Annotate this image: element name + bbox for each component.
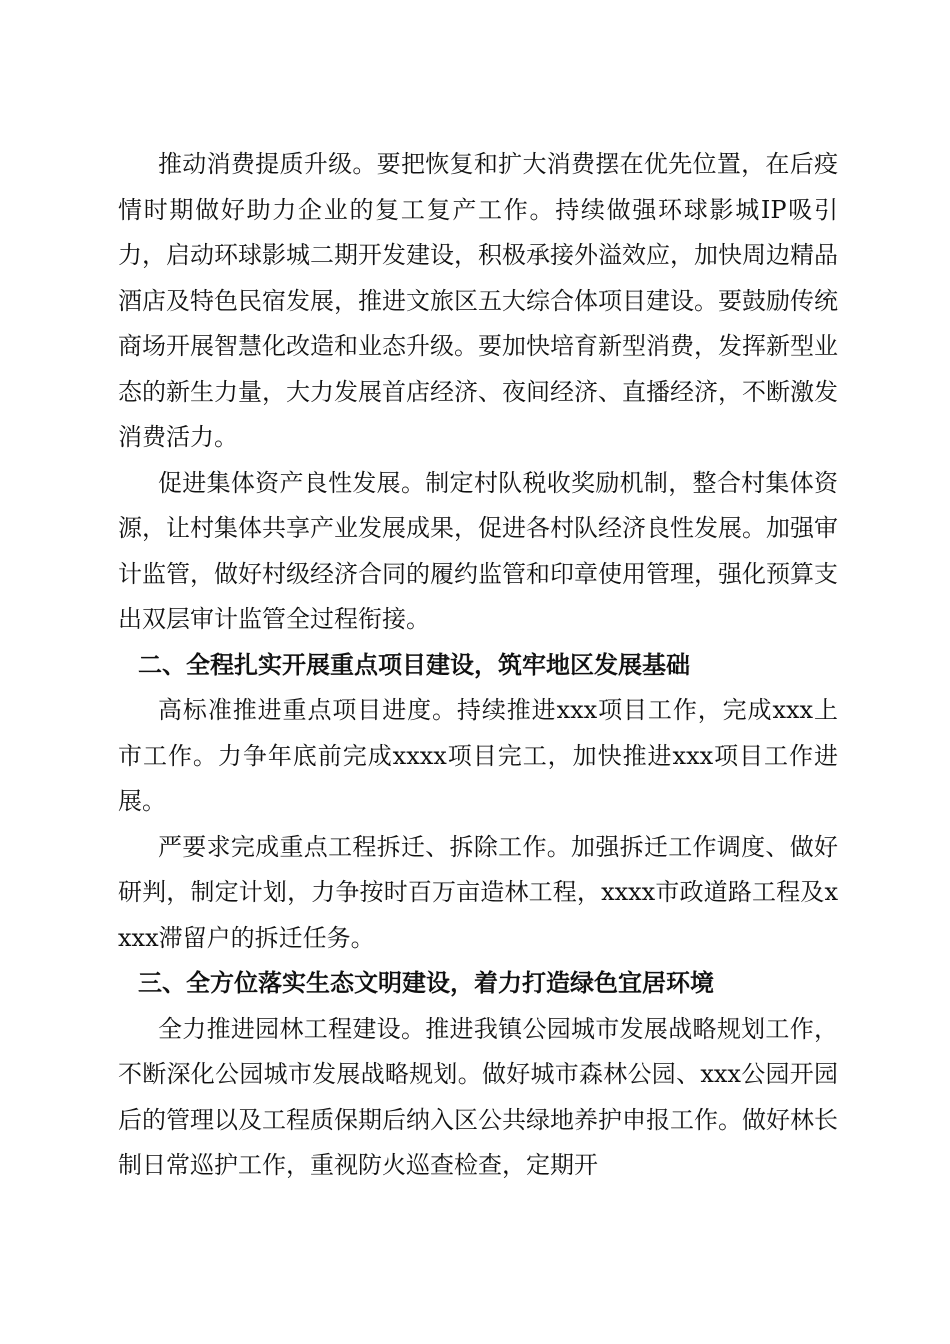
paragraph-garden-projects: 全力推进园林工程建设。推进我镇公园城市发展战略规划工作，不断深化公园城市发展战略规划。做好城市森林公园、xxx公园开园后的管理以及工程质保期后纳入区公共绿地养护申报工作。做好林长制日常巡护工作，重视防火巡查检查，定期开: [118, 1014, 838, 1179]
paragraph-collective-assets: 促进集体资产良性发展。制定村队税收奖励机制，整合村集体资源，让村集体共享产业发展成果，促进各村队经济良性发展。加强审计监管，做好村级经济合同的履约监管和印章使用管理，强化预算支出双层审计监管全过程衔接。: [118, 468, 838, 633]
paragraph-project-progress: 高标准推进重点项目进度。持续推进xxx项目工作，完成xxx上市工作。力争年底前完成xxxx项目完工，加快推进xxx项目工作进展。: [118, 696, 838, 815]
section-heading-ecological: 三、全方位落实生态文明建设，着力打造绿色宜居环境: [138, 969, 714, 997]
paragraph-demolition-work: 严要求完成重点工程拆迁、拆除工作。加强拆迁工作调度、做好研判，制定计划，力争按时百万亩造林工程，xxxx市政道路工程及xxxx滞留户的拆迁任务。: [118, 832, 838, 952]
paragraph-consumption-upgrade: 推动消费提质升级。要把恢复和扩大消费摆在优先位置，在后疫情时期做好助力企业的复工复产工作。持续做强环球影城IP吸引力，启动环球影城二期开发建设，积极承接外溢效应，加快周边精品酒店及特色民宿发展，推进文旅区五大综合体项目建设。要鼓励传统商场开展智慧化改造和业态升级。要加快培育新型消费，发挥新型业态的新生力量，大力发展首店经济、夜间经济、直播经济，不断激发消费活力。: [118, 150, 838, 451]
document-body: [118, 142, 838, 1189]
section-heading-key-projects: 二、全程扎实开展重点项目建设，筑牢地区发展基础: [138, 650, 690, 679]
